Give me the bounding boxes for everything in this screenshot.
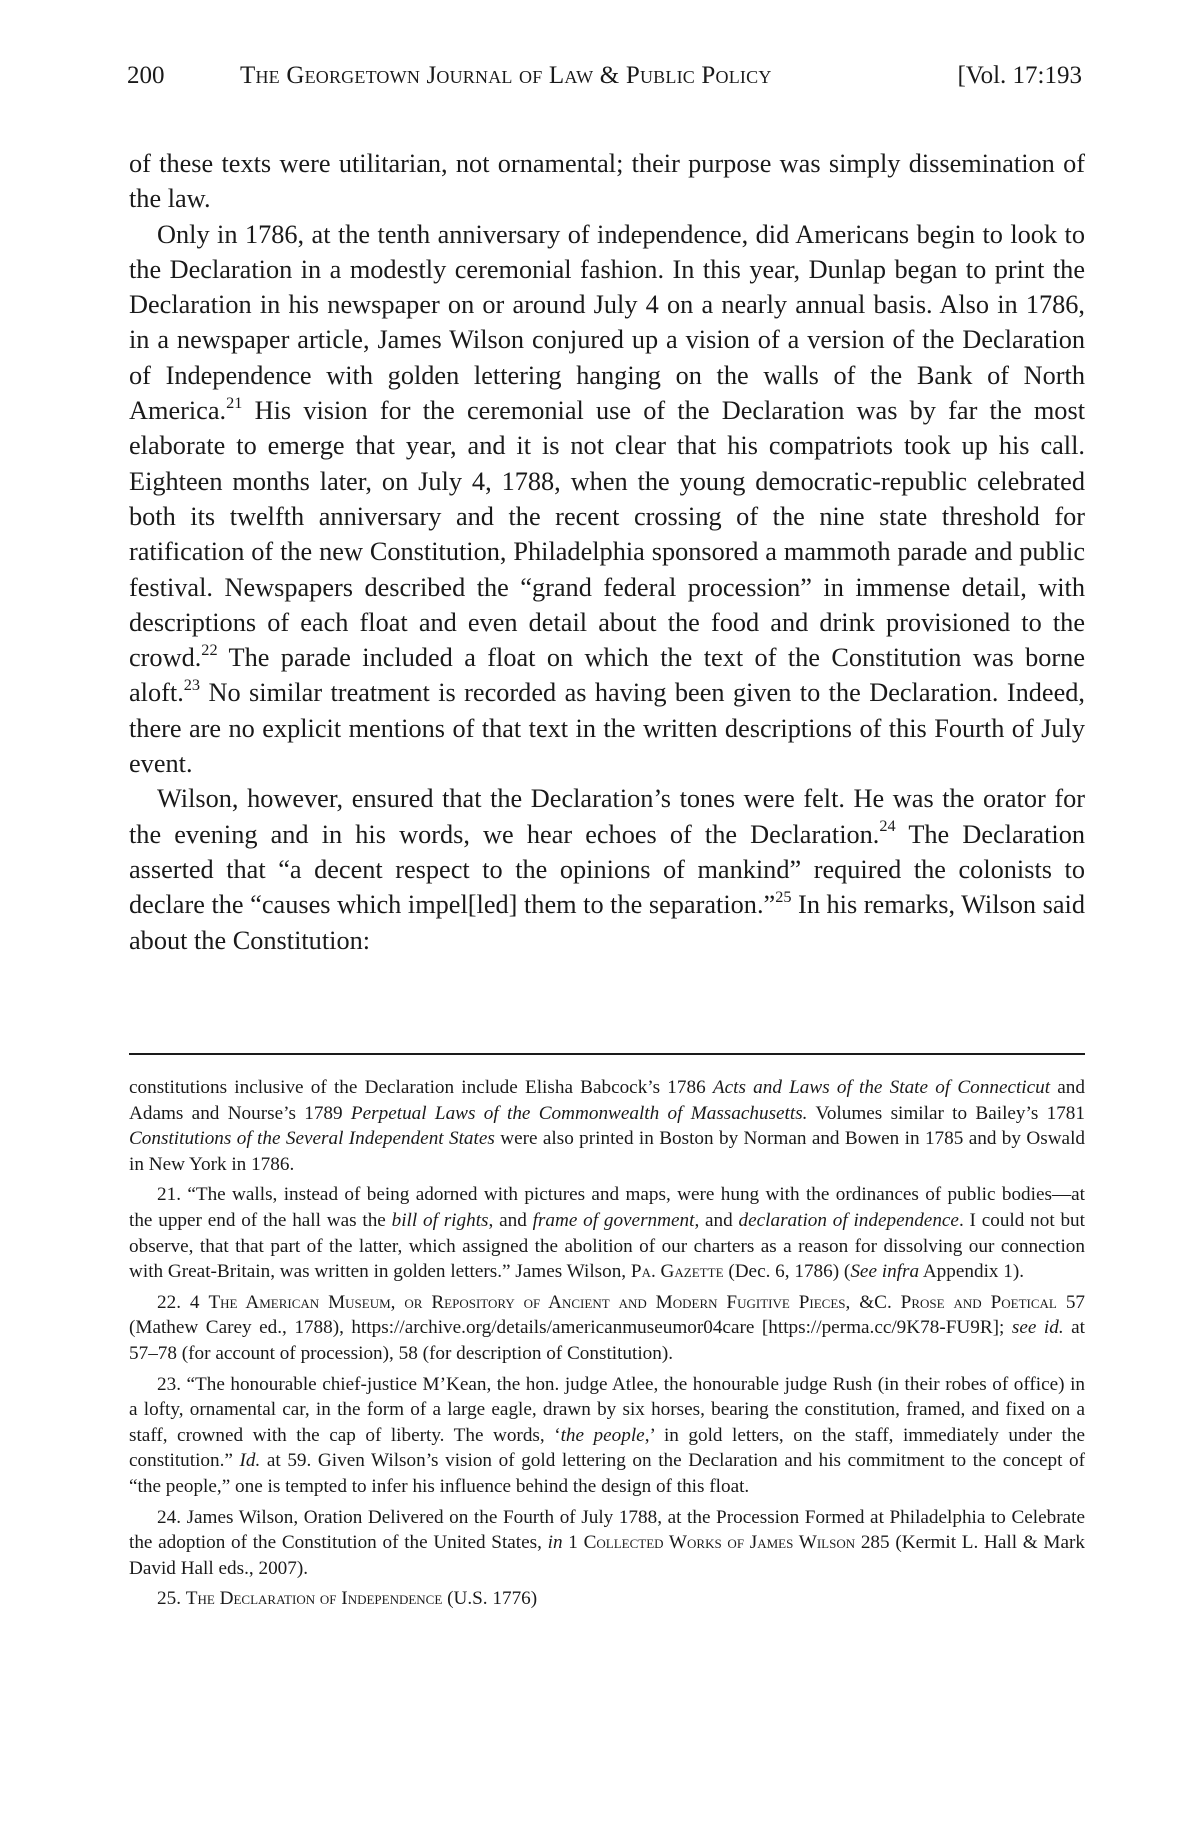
fn-text: ,’ in gold letters, on the staff, immediately under the constitution.” bbox=[129, 1424, 1086, 1472]
footnote-ref-25[interactable]: 25 bbox=[775, 886, 792, 906]
fn-text: 21. “The walls, instead of being adorned with pictures and maps, were hung with the ordinances of public bodies—at the upper end of the hall was the bbox=[129, 1184, 1085, 1231]
fn-italic: Acts and Laws of the State of Connecticut bbox=[712, 1077, 1051, 1098]
fn-italic: declaration of independence bbox=[738, 1209, 959, 1231]
footnote-25 bbox=[129, 1586, 1085, 1612]
fn-italic: Constitutions of the Several Independent States bbox=[129, 1128, 495, 1150]
fn-italic: Perpetual Laws of the Commonwealth of Massachusetts. bbox=[350, 1102, 808, 1124]
footnote-divider bbox=[129, 1053, 1085, 1055]
fn-smallcaps: Pa. Gazette bbox=[630, 1261, 724, 1283]
fn-text: at 59. Given Wilson’s vision of gold lettering on the Declaration and his commitment to the concept of “the people,” one is tempted to infer his influence behind the design of this float. bbox=[129, 1450, 1085, 1497]
paragraph-3-text-b: The Declaration asserted that “a decent respect to the opinions of mankind” required the colonists to declare the “causes which impel[led] them to the separation.” bbox=[129, 819, 1085, 920]
fn-text: 24. James Wilson, Oration Delivered on the Fourth of July 1788, at the Procession Formed at Philadelphia to Celebrate the adoption of the Constitution of the United States, bbox=[129, 1506, 1085, 1554]
footnote-ref-22[interactable]: 22 bbox=[201, 639, 218, 659]
paragraph-2-text-a: Only in 1786, at the tenth anniversary of independence, did Americans begin to look to the Declaration in a modestly ceremonial fashion. In this year, Dunlap began to print the Declaration in his newspaper on or around July 4 on a nearly annual basis. Also in 1786, in a newspaper article, James Wilson conjured up a vision of a version of the Declaration of Independence with golden lettering hanging on the walls of the Bank of North America. bbox=[129, 219, 1085, 426]
paragraph-1-text: of these texts were utilitarian, not ornamental; their purpose was simply dissemination of the law. bbox=[129, 149, 1085, 214]
paragraph-3-text-c: In his remarks, Wilson said about the Constitution: bbox=[129, 890, 1086, 955]
fn-text: (U.S. 1776) bbox=[442, 1588, 538, 1610]
footnotes bbox=[129, 1075, 1085, 1617]
fn-text: 285 (Kermit L. Hall & Mark David Hall eds., 2007). bbox=[129, 1532, 1085, 1579]
fn-italic: frame of government bbox=[532, 1209, 695, 1231]
main-text bbox=[129, 146, 1085, 958]
footnote-24 bbox=[129, 1505, 1085, 1582]
fn-text: at 57–78 (for account of procession), 58 (for description of Constitution). bbox=[129, 1317, 1085, 1364]
paragraph-2 bbox=[129, 217, 1085, 782]
fn-text: and Adams and Nourse’s 1789 bbox=[129, 1077, 1085, 1124]
fn-italic: See infra bbox=[850, 1261, 920, 1283]
page-number: 200 bbox=[127, 62, 165, 89]
paragraph-3-text-a: Wilson, however, ensured that the Declaration’s tones were felt. He was the orator for the evening and in his words, we hear echoes of the Declaration. bbox=[129, 784, 1085, 849]
fn-text: 25. bbox=[157, 1588, 186, 1610]
fn-smallcaps: Collected Works of James Wilson bbox=[583, 1532, 856, 1554]
fn-text: , and bbox=[488, 1209, 533, 1231]
paragraph-1 bbox=[129, 146, 1085, 217]
paragraph-2-text-c: The parade included a float on which the text of the Constitution was borne aloft. bbox=[129, 643, 1085, 708]
fn-text: 22. 4 bbox=[157, 1291, 209, 1313]
journal-title: The Georgetown Journal of Law & Public Policy bbox=[240, 62, 772, 89]
fn-italic: see id. bbox=[1011, 1317, 1064, 1339]
fn-italic: bill of rights bbox=[391, 1209, 489, 1231]
fn-text: 57 (Mathew Carey ed., 1788), https://archive.org/details/americanmuseumor04care [https://perma.cc/9K78-FU9R]; bbox=[129, 1291, 1086, 1339]
footnote-22 bbox=[129, 1290, 1085, 1367]
fn-text: , and bbox=[694, 1209, 739, 1231]
fn-text: constitutions inclusive of the Declaration include Elisha Babcock’s 1786 bbox=[129, 1077, 713, 1098]
footnote-continuation bbox=[129, 1075, 1085, 1177]
fn-text: Volumes similar to Bailey’s 1781 bbox=[807, 1102, 1085, 1124]
fn-text: were also printed in Boston by Norman and Bowen in 1785 and by Oswald in New York in 1786. bbox=[129, 1128, 1085, 1175]
footnote-ref-24[interactable]: 24 bbox=[879, 816, 896, 836]
fn-text: 1 bbox=[562, 1532, 584, 1554]
fn-text: . I could not but observe, that that part of the latter, which assigned the abolition of our charters as a reason for dissolving our connection with Great-Britain, was written in golden letters.” James Wilson, bbox=[129, 1209, 1085, 1283]
paragraph-2-text-d: No similar treatment is recorded as having been given to the Declaration. Indeed, there are no explicit mentions of that text in the written descriptions of this Fourth of July event. bbox=[129, 678, 1085, 779]
paragraph-3 bbox=[129, 781, 1085, 957]
fn-italic: in bbox=[547, 1532, 563, 1554]
footnote-ref-23[interactable]: 23 bbox=[183, 675, 201, 695]
fn-text: Appendix 1). bbox=[919, 1261, 1025, 1283]
footnote-21 bbox=[129, 1182, 1085, 1284]
fn-smallcaps: The American Museum, or Repository of Ancient and Modern Fugitive Pieces, &C. Prose and Poetical bbox=[208, 1291, 1057, 1313]
fn-italic: Id. bbox=[239, 1450, 261, 1472]
footnote-23 bbox=[129, 1372, 1085, 1500]
running-header bbox=[127, 56, 1082, 96]
paragraph-2-text-b: His vision for the ceremonial use of the Declaration was by far the most elaborate to emerge that year, and it is not clear that his compatriots took up his call. Eighteen months later, on July 4, 1788, when the young democratic-republic celebrated both its twelfth anniversary and the recent crossing of the nine state threshold for ratification of the new Constitution, Philadelphia sponsored a mammoth parade and public festival. Newspapers described the “grand federal procession” in immense detail, with descriptions of each float and even detail about the food and drink provisioned to the crowd. bbox=[129, 396, 1085, 673]
fn-italic: the people bbox=[560, 1424, 645, 1446]
fn-text: 23. “The honourable chief-justice M’Kean, the hon. judge Atlee, the honourable judge Rush (in their robes of office) in a lofty, ornamental car, in the form of a large eagle, drawn by six horses, bearing the constitution, framed, and fixed on a staff, crowned with the cap of liberty. The words, ‘ bbox=[129, 1373, 1085, 1446]
volume-citation: [Vol. 17:193 bbox=[957, 62, 1082, 89]
fn-text: (Dec. 6, 1786) ( bbox=[723, 1261, 851, 1283]
footnote-ref-21[interactable]: 21 bbox=[226, 392, 243, 412]
fn-smallcaps: The Declaration of Independence bbox=[185, 1588, 443, 1610]
